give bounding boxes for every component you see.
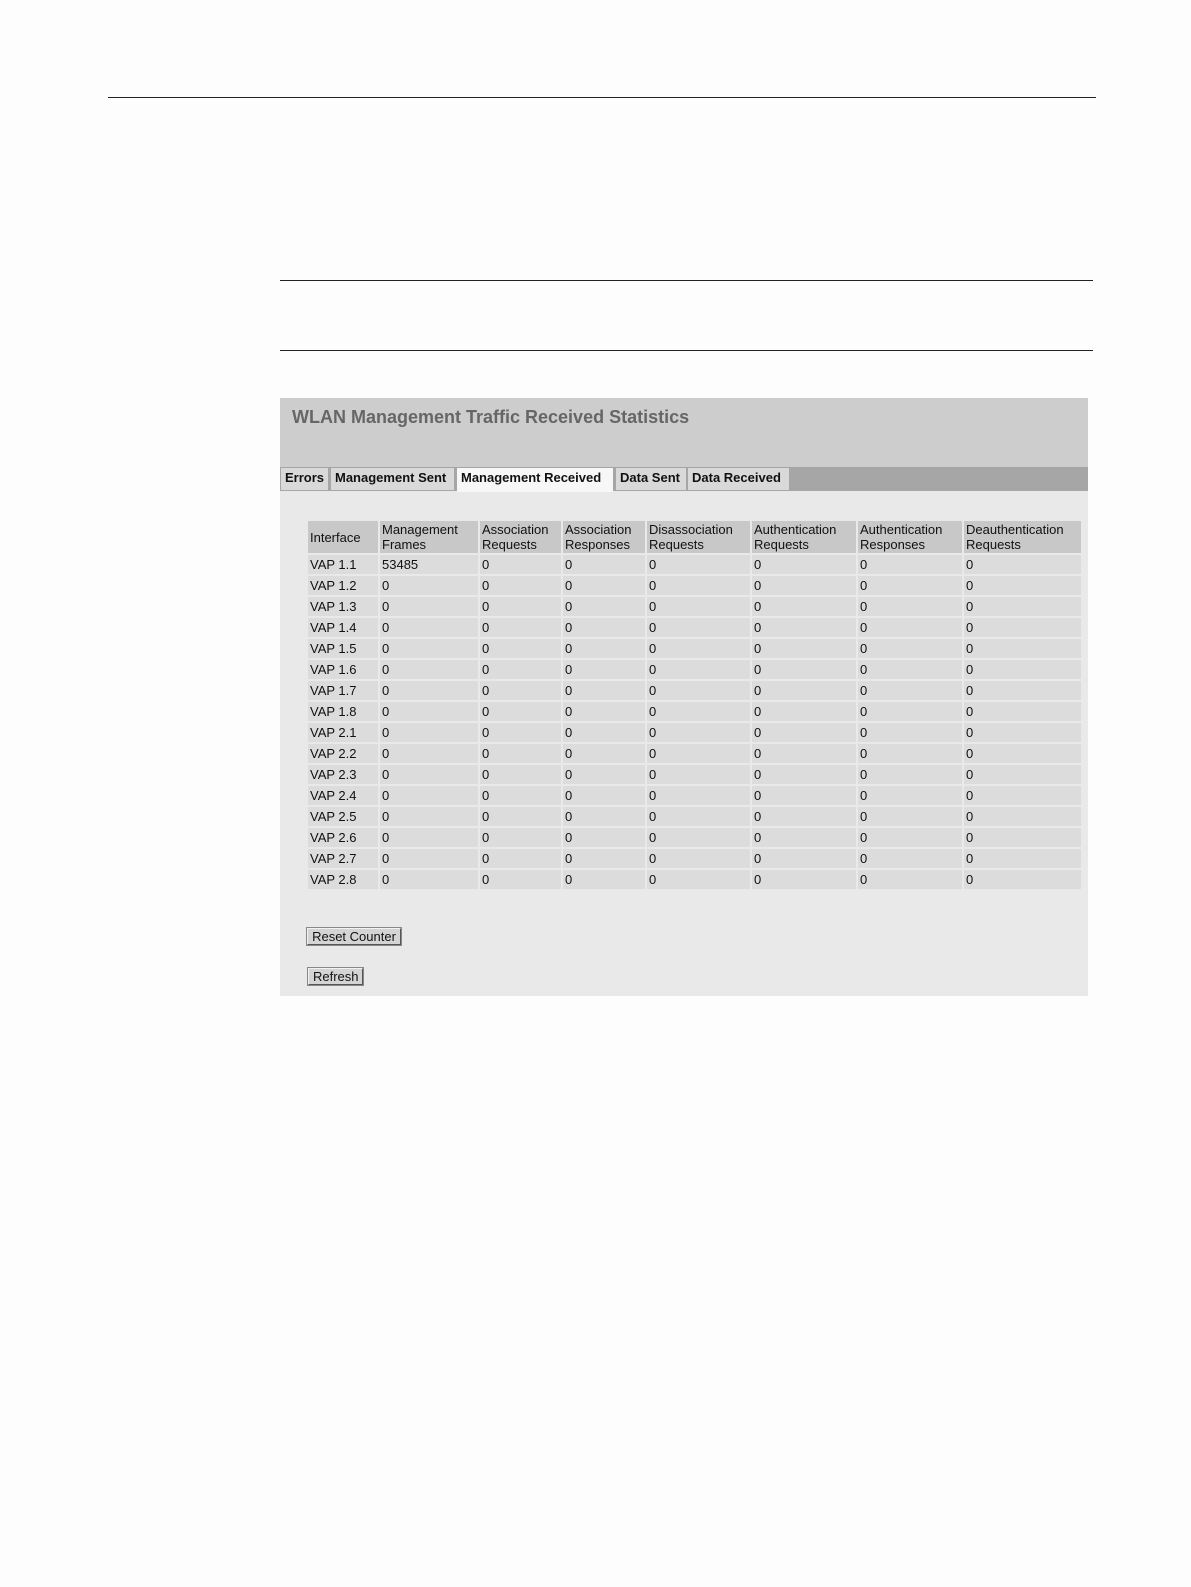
cell-deauthentication-requests: 0 bbox=[964, 618, 1081, 637]
cell-interface: VAP 1.1 bbox=[308, 555, 378, 574]
tab-data-sent[interactable]: Data Sent bbox=[616, 468, 686, 490]
cell-authentication-requests: 0 bbox=[752, 618, 856, 637]
cell-disassociation-requests: 0 bbox=[647, 786, 750, 805]
cell-authentication-requests: 0 bbox=[752, 807, 856, 826]
cell-disassociation-requests: 0 bbox=[647, 639, 750, 658]
cell-association-responses: 0 bbox=[563, 849, 645, 868]
cell-authentication-responses: 0 bbox=[858, 618, 962, 637]
cell-deauthentication-requests: 0 bbox=[964, 870, 1081, 889]
cell-authentication-responses: 0 bbox=[858, 828, 962, 847]
cell-association-requests: 0 bbox=[480, 723, 561, 742]
table-row bbox=[308, 639, 1081, 658]
cell-association-responses: 0 bbox=[563, 576, 645, 595]
cell-association-requests: 0 bbox=[480, 807, 561, 826]
cell-authentication-requests: 0 bbox=[752, 744, 856, 763]
cell-association-responses: 0 bbox=[563, 870, 645, 889]
column-header-deauthentication-requests: Deauthentication Requests bbox=[964, 521, 1081, 553]
table-row bbox=[308, 849, 1081, 868]
cell-authentication-responses: 0 bbox=[858, 849, 962, 868]
cell-association-requests: 0 bbox=[480, 786, 561, 805]
cell-deauthentication-requests: 0 bbox=[964, 597, 1081, 616]
cell-deauthentication-requests: 0 bbox=[964, 765, 1081, 784]
cell-association-responses: 0 bbox=[563, 555, 645, 574]
cell-association-requests: 0 bbox=[480, 681, 561, 700]
cell-association-responses: 0 bbox=[563, 660, 645, 679]
cell-association-responses: 0 bbox=[563, 765, 645, 784]
refresh-button[interactable]: Refresh bbox=[308, 968, 363, 985]
cell-authentication-requests: 0 bbox=[752, 576, 856, 595]
cell-authentication-responses: 0 bbox=[858, 702, 962, 721]
cell-association-requests: 0 bbox=[480, 555, 561, 574]
cell-deauthentication-requests: 0 bbox=[964, 660, 1081, 679]
cell-association-responses: 0 bbox=[563, 723, 645, 742]
column-header-authentication-responses: Authentication Responses bbox=[858, 521, 962, 553]
cell-management-frames: 0 bbox=[380, 765, 478, 784]
cell-management-frames: 0 bbox=[380, 576, 478, 595]
cell-association-requests: 0 bbox=[480, 576, 561, 595]
cell-association-requests: 0 bbox=[480, 765, 561, 784]
cell-interface: VAP 1.8 bbox=[308, 702, 378, 721]
cell-deauthentication-requests: 0 bbox=[964, 807, 1081, 826]
cell-deauthentication-requests: 0 bbox=[964, 639, 1081, 658]
cell-authentication-requests: 0 bbox=[752, 828, 856, 847]
cell-management-frames: 0 bbox=[380, 870, 478, 889]
page-title: WLAN Management Traffic Received Statistics bbox=[292, 407, 690, 427]
table-row bbox=[308, 555, 1081, 574]
cell-association-responses: 0 bbox=[563, 828, 645, 847]
cell-management-frames: 0 bbox=[380, 618, 478, 637]
cell-interface: VAP 2.7 bbox=[308, 849, 378, 868]
cell-disassociation-requests: 0 bbox=[647, 828, 750, 847]
column-header-disassociation-requests: Disassociation Requests bbox=[647, 521, 750, 553]
cell-authentication-responses: 0 bbox=[858, 597, 962, 616]
cell-management-frames: 0 bbox=[380, 786, 478, 805]
cell-authentication-requests: 0 bbox=[752, 660, 856, 679]
cell-disassociation-requests: 0 bbox=[647, 555, 750, 574]
reset-counter-button[interactable]: Reset Counter bbox=[307, 928, 401, 945]
cell-management-frames: 0 bbox=[380, 660, 478, 679]
cell-association-requests: 0 bbox=[480, 702, 561, 721]
cell-disassociation-requests: 0 bbox=[647, 723, 750, 742]
cell-authentication-requests: 0 bbox=[752, 765, 856, 784]
cell-deauthentication-requests: 0 bbox=[964, 702, 1081, 721]
cell-association-responses: 0 bbox=[563, 702, 645, 721]
column-header-association-requests: Association Requests bbox=[480, 521, 561, 553]
cell-disassociation-requests: 0 bbox=[647, 660, 750, 679]
table-row bbox=[308, 681, 1081, 700]
cell-association-responses: 0 bbox=[563, 639, 645, 658]
statistics-table bbox=[306, 519, 1083, 891]
cell-authentication-responses: 0 bbox=[858, 786, 962, 805]
cell-association-responses: 0 bbox=[563, 597, 645, 616]
cell-disassociation-requests: 0 bbox=[647, 744, 750, 763]
cell-association-responses: 0 bbox=[563, 618, 645, 637]
cell-deauthentication-requests: 0 bbox=[964, 786, 1081, 805]
statistics-panel bbox=[280, 398, 1088, 996]
section-rule-upper bbox=[280, 280, 1093, 281]
tab-data-received[interactable]: Data Received bbox=[688, 468, 789, 490]
cell-interface: VAP 2.6 bbox=[308, 828, 378, 847]
cell-interface: VAP 1.6 bbox=[308, 660, 378, 679]
cell-association-requests: 0 bbox=[480, 870, 561, 889]
column-header-authentication-requests: Authentication Requests bbox=[752, 521, 856, 553]
table-row bbox=[308, 807, 1081, 826]
cell-association-responses: 0 bbox=[563, 744, 645, 763]
cell-management-frames: 0 bbox=[380, 849, 478, 868]
cell-management-frames: 0 bbox=[380, 639, 478, 658]
cell-association-responses: 0 bbox=[563, 681, 645, 700]
cell-disassociation-requests: 0 bbox=[647, 702, 750, 721]
cell-deauthentication-requests: 0 bbox=[964, 576, 1081, 595]
table-row bbox=[308, 744, 1081, 763]
cell-authentication-requests: 0 bbox=[752, 849, 856, 868]
cell-disassociation-requests: 0 bbox=[647, 807, 750, 826]
cell-association-requests: 0 bbox=[480, 744, 561, 763]
column-header-management-frames: Management Frames bbox=[380, 521, 478, 553]
section-rule-lower bbox=[280, 350, 1093, 351]
cell-disassociation-requests: 0 bbox=[647, 618, 750, 637]
cell-authentication-responses: 0 bbox=[858, 681, 962, 700]
cell-interface: VAP 2.2 bbox=[308, 744, 378, 763]
column-header-association-responses: Association Responses bbox=[563, 521, 645, 553]
cell-disassociation-requests: 0 bbox=[647, 597, 750, 616]
panel-header bbox=[280, 398, 1088, 467]
cell-association-requests: 0 bbox=[480, 639, 561, 658]
cell-deauthentication-requests: 0 bbox=[964, 849, 1081, 868]
table-body bbox=[308, 555, 1081, 889]
cell-disassociation-requests: 0 bbox=[647, 870, 750, 889]
table-row bbox=[308, 618, 1081, 637]
cell-management-frames: 0 bbox=[380, 723, 478, 742]
cell-disassociation-requests: 0 bbox=[647, 765, 750, 784]
tab-management-sent[interactable]: Management Sent bbox=[331, 468, 454, 490]
cell-authentication-responses: 0 bbox=[858, 870, 962, 889]
table-row bbox=[308, 576, 1081, 595]
cell-authentication-requests: 0 bbox=[752, 723, 856, 742]
cell-authentication-responses: 0 bbox=[858, 639, 962, 658]
page-top-rule bbox=[108, 97, 1096, 98]
table-row bbox=[308, 870, 1081, 889]
table-header-row bbox=[308, 521, 1081, 553]
table-row bbox=[308, 660, 1081, 679]
table-row bbox=[308, 828, 1081, 847]
cell-association-requests: 0 bbox=[480, 828, 561, 847]
tab-errors[interactable]: Errors bbox=[281, 468, 328, 490]
column-header-interface: Interface bbox=[308, 521, 378, 553]
table-row bbox=[308, 723, 1081, 742]
cell-authentication-responses: 0 bbox=[858, 576, 962, 595]
cell-authentication-responses: 0 bbox=[858, 555, 962, 574]
cell-authentication-requests: 0 bbox=[752, 639, 856, 658]
cell-management-frames: 0 bbox=[380, 681, 478, 700]
table-row bbox=[308, 765, 1081, 784]
cell-interface: VAP 2.3 bbox=[308, 765, 378, 784]
cell-deauthentication-requests: 0 bbox=[964, 681, 1081, 700]
cell-association-responses: 0 bbox=[563, 807, 645, 826]
cell-authentication-responses: 0 bbox=[858, 744, 962, 763]
cell-management-frames: 0 bbox=[380, 807, 478, 826]
cell-authentication-requests: 0 bbox=[752, 702, 856, 721]
tab-management-received[interactable]: Management Received bbox=[457, 468, 613, 492]
cell-deauthentication-requests: 0 bbox=[964, 744, 1081, 763]
cell-authentication-requests: 0 bbox=[752, 681, 856, 700]
cell-management-frames: 0 bbox=[380, 828, 478, 847]
cell-authentication-responses: 0 bbox=[858, 807, 962, 826]
cell-deauthentication-requests: 0 bbox=[964, 555, 1081, 574]
cell-interface: VAP 2.8 bbox=[308, 870, 378, 889]
cell-disassociation-requests: 0 bbox=[647, 849, 750, 868]
table-row bbox=[308, 786, 1081, 805]
cell-authentication-responses: 0 bbox=[858, 765, 962, 784]
tab-strip bbox=[280, 467, 1088, 491]
cell-management-frames: 53485 bbox=[380, 555, 478, 574]
cell-interface: VAP 2.4 bbox=[308, 786, 378, 805]
cell-association-requests: 0 bbox=[480, 849, 561, 868]
cell-interface: VAP 2.1 bbox=[308, 723, 378, 742]
cell-authentication-responses: 0 bbox=[858, 660, 962, 679]
cell-deauthentication-requests: 0 bbox=[964, 723, 1081, 742]
cell-deauthentication-requests: 0 bbox=[964, 828, 1081, 847]
cell-management-frames: 0 bbox=[380, 702, 478, 721]
cell-authentication-requests: 0 bbox=[752, 870, 856, 889]
cell-interface: VAP 1.7 bbox=[308, 681, 378, 700]
cell-management-frames: 0 bbox=[380, 744, 478, 763]
cell-disassociation-requests: 0 bbox=[647, 576, 750, 595]
cell-interface: VAP 1.2 bbox=[308, 576, 378, 595]
cell-interface: VAP 1.5 bbox=[308, 639, 378, 658]
cell-interface: VAP 1.3 bbox=[308, 597, 378, 616]
cell-authentication-requests: 0 bbox=[752, 786, 856, 805]
cell-management-frames: 0 bbox=[380, 597, 478, 616]
table-row bbox=[308, 597, 1081, 616]
cell-interface: VAP 1.4 bbox=[308, 618, 378, 637]
cell-authentication-requests: 0 bbox=[752, 555, 856, 574]
cell-authentication-requests: 0 bbox=[752, 597, 856, 616]
table-row bbox=[308, 702, 1081, 721]
cell-association-requests: 0 bbox=[480, 660, 561, 679]
cell-disassociation-requests: 0 bbox=[647, 681, 750, 700]
cell-association-responses: 0 bbox=[563, 786, 645, 805]
cell-association-requests: 0 bbox=[480, 597, 561, 616]
cell-authentication-responses: 0 bbox=[858, 723, 962, 742]
cell-association-requests: 0 bbox=[480, 618, 561, 637]
cell-interface: VAP 2.5 bbox=[308, 807, 378, 826]
